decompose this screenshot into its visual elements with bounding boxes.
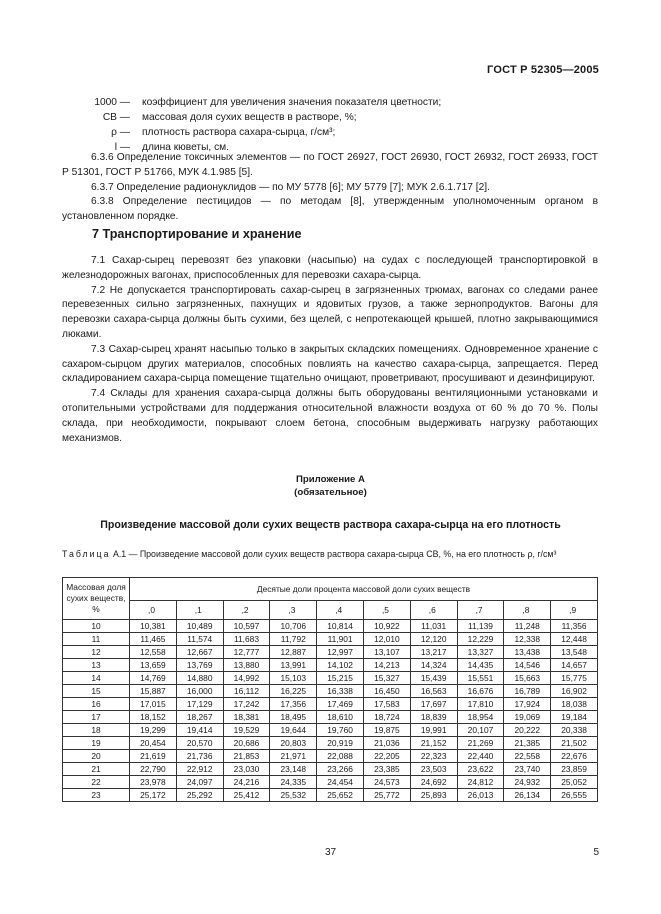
table-cell: 12,338 (504, 633, 551, 646)
table-row (63, 698, 598, 711)
table-cell: 20,222 (504, 724, 551, 737)
table-cell: 16,000 (176, 685, 223, 698)
table-cell: 11,465 (130, 633, 177, 646)
table-cell: 17,469 (317, 698, 364, 711)
table-cell: 26,013 (457, 789, 504, 802)
clause-6-3-8: 6.3.8 Определение пестицидов — по методам [8], утвержденным уполномоченным органом в установленном порядке. (62, 196, 598, 223)
table-cell: 16,789 (504, 685, 551, 698)
table-cell: 24,335 (270, 776, 317, 789)
table-cell: 25,532 (270, 789, 317, 802)
column-header: ,3 (270, 601, 317, 620)
clause-6-3-7: 6.3.7 Определение радионуклидов — по МУ 5778 [6]; МУ 5779 [7]; МУК 2.6.1.717 [2]. (91, 181, 490, 193)
table-cell: 22,205 (363, 750, 410, 763)
table-cell: 25,772 (363, 789, 410, 802)
table-cell: 17,810 (457, 698, 504, 711)
table-cell: 11,683 (223, 633, 270, 646)
table-cell: 25,893 (410, 789, 457, 802)
table-row (63, 724, 598, 737)
clause-7-4: 7.4 Склады для хранения сахара-сырца должны быть оборудованы вентиляционными установками и отопительными устройствами для поддержания относительной влажности воздуха от 60 % до 70 %. Полы склада, при необходимости, покрывают слоем бетона, способным выдерживать нагрузку работающих механизмов. (62, 388, 598, 444)
table-cell: 19,644 (270, 724, 317, 737)
table-cell: 18,381 (223, 711, 270, 724)
table-cell: 10,922 (363, 620, 410, 633)
table-cell: 14,213 (363, 659, 410, 672)
table-cell: 19,069 (504, 711, 551, 724)
table-cell: 13,107 (363, 646, 410, 659)
definition-text: плотность раствора сахара-сырца, г/см³; (142, 127, 336, 138)
table-cell: 19,184 (551, 711, 598, 724)
table-cell: 16,563 (410, 685, 457, 698)
table-cell: 14,435 (457, 659, 504, 672)
table-caption-prefix: Таблица (62, 549, 111, 559)
table-row (63, 750, 598, 763)
row-label: 16 (63, 698, 130, 711)
table-cell: 18,954 (457, 711, 504, 724)
row-label: 19 (63, 737, 130, 750)
section-7-body (0, 254, 598, 446)
definition-text: длина кюветы, см. (142, 142, 230, 153)
table-cell: 13,880 (223, 659, 270, 672)
table-row (63, 776, 598, 789)
table-cell: 16,676 (457, 685, 504, 698)
table-cell: 17,242 (223, 698, 270, 711)
page-number-center: 37 (324, 847, 337, 858)
document-number: ГОСТ Р 52305—2005 (487, 64, 599, 76)
table-cell: 23,622 (457, 763, 504, 776)
table-cell: 25,172 (130, 789, 177, 802)
table-cell: 16,902 (551, 685, 598, 698)
table-cell: 14,324 (410, 659, 457, 672)
definition-item (62, 110, 602, 125)
column-header: ,1 (176, 601, 223, 620)
table-cell: 21,502 (551, 737, 598, 750)
table-cell: 17,697 (410, 698, 457, 711)
clause-7-3: 7.3 Сахар-сырец хранят насыпью только в закрытых складских помещениях. Одновременное хранение с сахаром-сырцом других материалов, способных повлиять на качество сахара-сырца, запрещается. Перед складированием сахара-сырца помещение тщательно очищают, проветривают, просушивают и дезинфицируют. (62, 343, 598, 385)
clause-6-3-6: 6.3.6 Определение токсичных элементов — по ГОСТ 26927, ГОСТ 26930, ГОСТ 26932, ГОСТ 26933, ГОСТ Р 51301, ГОСТ Р 51766, МУК 4.1.985 [5]. (62, 152, 598, 178)
table-cell: 13,659 (130, 659, 177, 672)
table-cell: 15,103 (270, 672, 317, 685)
row-label: 18 (63, 724, 130, 737)
table-row (63, 763, 598, 776)
table-cell: 15,215 (317, 672, 364, 685)
table-cell: 20,686 (223, 737, 270, 750)
table-cell: 18,038 (551, 698, 598, 711)
row-label: 22 (63, 776, 130, 789)
table-cell: 11,031 (410, 620, 457, 633)
table-cell: 10,814 (317, 620, 364, 633)
table-cell: 23,978 (130, 776, 177, 789)
table-cell: 22,440 (457, 750, 504, 763)
table-cell: 19,760 (317, 724, 364, 737)
table-cell: 18,610 (317, 711, 364, 724)
table-cell: 21,036 (363, 737, 410, 750)
row-label: 17 (63, 711, 130, 724)
table-cell: 17,583 (363, 698, 410, 711)
table-cell: 14,102 (317, 659, 364, 672)
density-table (62, 577, 598, 802)
table-cell: 11,139 (457, 620, 504, 633)
table-cell: 23,503 (410, 763, 457, 776)
table-cell: 20,454 (130, 737, 177, 750)
row-label: 20 (63, 750, 130, 763)
appendix-title: Произведение массовой доли сухих веществ раствора сахара-сырца на его плотность (100, 519, 561, 531)
table-cell: 19,991 (410, 724, 457, 737)
definition-item (62, 95, 602, 110)
table-cell: 23,266 (317, 763, 364, 776)
table-cell: 10,597 (223, 620, 270, 633)
definition-symbol: 1000 — (94, 97, 130, 108)
table-cell: 10,381 (130, 620, 177, 633)
table-caption-text: А.1 — Произведение массовой доли сухих веществ раствора сахара-сырца СВ, %, на его плотность ρ, г/см³ (112, 549, 557, 559)
table-cell: 25,652 (317, 789, 364, 802)
table-cell: 17,129 (176, 698, 223, 711)
table-cell: 20,570 (176, 737, 223, 750)
table-cell: 17,924 (504, 698, 551, 711)
table-cell: 15,775 (551, 672, 598, 685)
table-row (63, 685, 598, 698)
table-cell: 11,574 (176, 633, 223, 646)
column-header: ,0 (130, 601, 177, 620)
span-header: Десятые доли процента массовой доли сухих веществ (130, 578, 598, 601)
table-cell: 25,412 (223, 789, 270, 802)
table-cell: 14,992 (223, 672, 270, 685)
table-cell: 13,769 (176, 659, 223, 672)
row-label: 12 (63, 646, 130, 659)
table-cell: 21,269 (457, 737, 504, 750)
table-cell: 12,010 (363, 633, 410, 646)
table-cell: 24,454 (317, 776, 364, 789)
table-row (63, 672, 598, 685)
table-cell: 17,015 (130, 698, 177, 711)
column-header: ,6 (410, 601, 457, 620)
appendix-heading (0, 473, 661, 499)
clauses-block (0, 151, 598, 225)
table-cell: 12,229 (457, 633, 504, 646)
page-number-right: 5 (593, 847, 599, 858)
column-header: ,8 (504, 601, 551, 620)
table-cell: 24,573 (363, 776, 410, 789)
table-cell: 12,777 (223, 646, 270, 659)
table-caption (62, 548, 602, 561)
table-cell: 14,546 (504, 659, 551, 672)
table-cell: 22,790 (130, 763, 177, 776)
table-cell: 26,555 (551, 789, 598, 802)
definition-symbol: ρ — (111, 127, 130, 138)
table-cell: 13,438 (504, 646, 551, 659)
definitions-list (62, 95, 602, 155)
table-cell: 11,792 (270, 633, 317, 646)
table-cell: 15,887 (130, 685, 177, 698)
table-cell: 13,991 (270, 659, 317, 672)
definition-symbol: l — (114, 142, 130, 153)
table-row (63, 659, 598, 672)
appendix-label: Приложение А (296, 474, 365, 485)
table-cell: 21,619 (130, 750, 177, 763)
row-label: 14 (63, 672, 130, 685)
table-row (63, 633, 598, 646)
definition-item (62, 125, 602, 140)
table-cell: 16,225 (270, 685, 317, 698)
table-cell: 24,097 (176, 776, 223, 789)
table-cell: 19,529 (223, 724, 270, 737)
table-cell: 19,299 (130, 724, 177, 737)
table-cell: 19,414 (176, 724, 223, 737)
column-header: ,9 (551, 601, 598, 620)
row-label: 23 (63, 789, 130, 802)
column-header: ,4 (317, 601, 364, 620)
table-cell: 13,217 (410, 646, 457, 659)
section-title: 7 Транспортирование и хранение (92, 227, 302, 241)
table-cell: 24,812 (457, 776, 504, 789)
clause-7-2: 7.2 Не допускается транспортировать сахар-сырец в загрязненных трюмах, вагонах со следами ранее перевезенных сильно загрязненных, пахнущих и ядовитых грузов, а также зернопродуктов. Вагоны для перевозки сахара-сырца должны быть сухими, без щелей, с непротекающей крышей, плотно закрывающимися люками. (62, 284, 598, 340)
table-cell: 21,385 (504, 737, 551, 750)
table-cell: 21,971 (270, 750, 317, 763)
table-cell: 24,692 (410, 776, 457, 789)
table-cell: 23,385 (363, 763, 410, 776)
table-cell: 17,356 (270, 698, 317, 711)
table-cell: 20,338 (551, 724, 598, 737)
definition-text: массовая доля сухих веществ в растворе, %; (142, 112, 357, 123)
table-cell: 16,450 (363, 685, 410, 698)
table-cell: 14,769 (130, 672, 177, 685)
table-cell: 12,448 (551, 633, 598, 646)
definition-text: коэффициент для увеличения значения показателя цветности; (142, 97, 442, 108)
table-cell: 23,148 (270, 763, 317, 776)
table-cell: 12,887 (270, 646, 317, 659)
table-cell: 12,997 (317, 646, 364, 659)
table-cell: 14,657 (551, 659, 598, 672)
column-header: ,2 (223, 601, 270, 620)
table-row (63, 737, 598, 750)
table-cell: 23,859 (551, 763, 598, 776)
table-cell: 18,839 (410, 711, 457, 724)
table-cell: 16,112 (223, 685, 270, 698)
table-cell: 22,088 (317, 750, 364, 763)
table-cell: 11,248 (504, 620, 551, 633)
table-cell: 14,880 (176, 672, 223, 685)
table-cell: 21,152 (410, 737, 457, 750)
table-cell: 20,107 (457, 724, 504, 737)
table-row (63, 711, 598, 724)
table-cell: 24,932 (504, 776, 551, 789)
table-cell: 19,875 (363, 724, 410, 737)
table-body (63, 620, 598, 802)
table-cell: 16,338 (317, 685, 364, 698)
column-header: ,5 (363, 601, 410, 620)
table-cell: 25,292 (176, 789, 223, 802)
table-cell: 12,120 (410, 633, 457, 646)
table-row (63, 620, 598, 633)
table-cell: 15,663 (504, 672, 551, 685)
column-header-row (63, 601, 598, 620)
table-cell: 18,152 (130, 711, 177, 724)
table-cell: 21,853 (223, 750, 270, 763)
table-cell: 11,901 (317, 633, 364, 646)
row-header: Массовая доля сухих веществ, % (63, 578, 130, 620)
table-cell: 13,327 (457, 646, 504, 659)
table-cell: 22,912 (176, 763, 223, 776)
table-cell: 26,134 (504, 789, 551, 802)
table-cell: 15,439 (410, 672, 457, 685)
table-cell: 23,030 (223, 763, 270, 776)
table-cell: 23,740 (504, 763, 551, 776)
row-label: 13 (63, 659, 130, 672)
table-cell: 20,803 (270, 737, 317, 750)
table-cell: 22,558 (504, 750, 551, 763)
column-header: ,7 (457, 601, 504, 620)
table-row (63, 646, 598, 659)
table-cell: 12,558 (130, 646, 177, 659)
table-cell: 20,919 (317, 737, 364, 750)
table-cell: 10,489 (176, 620, 223, 633)
table-cell: 12,667 (176, 646, 223, 659)
table-cell: 21,736 (176, 750, 223, 763)
definition-symbol: СВ — (102, 112, 130, 123)
table-cell: 25,052 (551, 776, 598, 789)
row-label: 11 (63, 633, 130, 646)
table-cell: 22,323 (410, 750, 457, 763)
table-cell: 15,327 (363, 672, 410, 685)
appendix-status: (обязательное) (294, 487, 367, 498)
table-row (63, 789, 598, 802)
table-cell: 10,706 (270, 620, 317, 633)
table-cell: 22,676 (551, 750, 598, 763)
table-cell: 24,216 (223, 776, 270, 789)
table-cell: 18,495 (270, 711, 317, 724)
clause-7-1: 7.1 Сахар-сырец перевозят без упаковки (насыпью) на судах с последующей транспортировкой в железнодорожных вагонах, приспособленных для перевозки сахара-сырца. (62, 255, 598, 281)
table-cell: 18,267 (176, 711, 223, 724)
table-cell: 18,724 (363, 711, 410, 724)
table-cell: 11,356 (551, 620, 598, 633)
table-cell: 13,548 (551, 646, 598, 659)
row-label: 21 (63, 763, 130, 776)
row-label: 15 (63, 685, 130, 698)
table-cell: 15,551 (457, 672, 504, 685)
row-label: 10 (63, 620, 130, 633)
